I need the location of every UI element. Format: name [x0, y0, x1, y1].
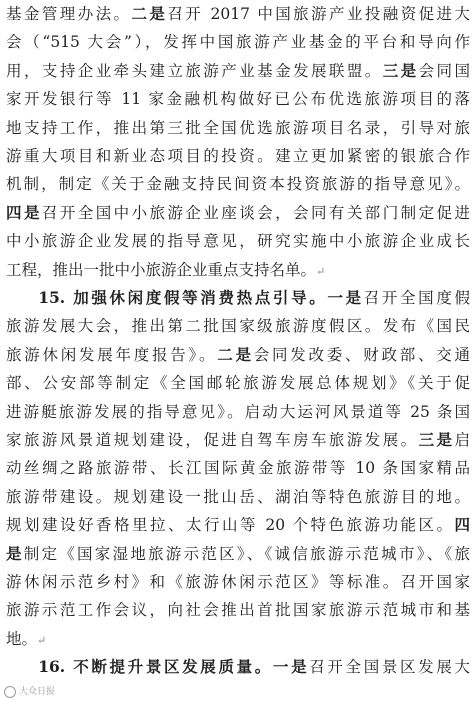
text-line [6, 170, 470, 198]
text-line [6, 28, 470, 56]
body-text: 进游艇旅游发展的指导意见》。启动大运河风景道等 25 条国 [6, 402, 470, 421]
watermark-logo-icon [4, 686, 16, 698]
body-text: 中小旅游企业发展的指导意见，研究实施中小旅游企业成长 [6, 232, 470, 251]
bold-text: 二是 [131, 4, 168, 23]
text-line [6, 227, 470, 255]
body-text: 游休闲示范乡村》和《旅游休闲示范区》等标准。召开国家 [6, 573, 470, 591]
body-text: 家开发银行等 11 家金融机构做好已公布优选旅游项目的落 [6, 90, 470, 109]
body-text: 机制，制定《关于金融支持民间资本投资旅游的指导意见》。 [6, 175, 470, 194]
body-text: 召开全国中小旅游企业座谈会，会同有关部门制定促进 [41, 203, 470, 222]
body-text: 部、公安部等制定《全国邮轮旅游发展总体规划》《关于促 [6, 374, 470, 393]
text-line [6, 653, 470, 681]
body-text: 旅游休闲发展年度报告》。 [6, 345, 218, 364]
bold-text: 四是 [6, 202, 42, 222]
text-line [6, 85, 470, 113]
text-line [6, 426, 470, 454]
text-line [6, 568, 470, 596]
text-line [6, 0, 470, 28]
body-text: 启 [454, 431, 470, 449]
bold-text: 三是 [382, 60, 419, 80]
body-text: 地。 [6, 629, 38, 648]
text-line [6, 199, 470, 227]
bold-text: 15. 加强休闲度假等消费热点引导。 [6, 288, 328, 307]
body-text: 规划建设好香格里拉、太行山等 20 个特色旅游功能区。 [6, 516, 455, 535]
body-text: 游重大项目和新业态项目的投资。建立更加紧密的银旅合作 [6, 147, 470, 165]
body-text: 旅游带建设。规划建设一批山岳、湖泊等特色旅游目的地。 [6, 487, 470, 506]
text-line [6, 483, 470, 511]
body-text: 召开全国度假 [363, 289, 470, 307]
body-text: 家旅游风景道规划建设，促进自驾车房车旅游发展。 [6, 431, 419, 449]
body-text: 会（“515 大会”），发挥中国旅游产业基金的平台和导向作 [6, 33, 470, 52]
body-text: 制定《国家湿地旅游示范区》、《诚信旅游示范城市》、《旅 [23, 544, 470, 563]
body-text: 地支持工作，推出第三批全国优选旅游项目名录，引导对旅 [6, 118, 470, 137]
paragraph-return-icon: ↵ [316, 264, 326, 278]
body-text: 召开全国景区发展大 [309, 658, 470, 677]
body-text: 动丝绸之路旅游带、长江国际黄金旅游带等 10 条国家精品 [6, 459, 470, 478]
watermark [4, 686, 55, 698]
text-line [6, 57, 470, 85]
text-line [6, 284, 470, 312]
body-text: 用，支持企业牵头建立旅游产业基金发展联盟。 [6, 61, 383, 80]
text-line [6, 596, 470, 624]
bold-text: 16. 不断提升景区发展质量。 [6, 657, 273, 677]
text-line [6, 142, 470, 170]
body-text: 工程，推出一批中小旅游企业重点支持名单。 [6, 260, 317, 279]
text-line [6, 398, 470, 426]
watermark-text: 大众日报 [19, 687, 56, 697]
text-line [6, 341, 470, 369]
body-text: 会同国 [418, 61, 470, 80]
body-text: 召开 2017 中国旅游产业投融资促进大 [167, 5, 470, 23]
text-line [6, 312, 470, 340]
text-line [6, 540, 470, 568]
bold-text: 四 [454, 515, 470, 535]
bold-text: 是 [6, 543, 24, 563]
body-text: 基金管理办法。 [6, 5, 132, 23]
paragraph-return-icon: ↵ [37, 633, 47, 647]
bold-text: 二是 [217, 344, 254, 364]
bold-text: 一是 [272, 657, 310, 677]
body-text: 旅游发展大会，推出第二批国家级旅游度假区。发布《国民 [6, 317, 470, 336]
text-line [6, 369, 470, 397]
body-text: 会同发改委、财政部、交通 [253, 345, 470, 364]
body-text: 旅游示范工作会议，向社会推出首批国家旅游示范城市和基 [6, 601, 470, 620]
bold-text: 三是 [418, 430, 455, 449]
text-line [6, 511, 470, 539]
text-line [6, 454, 470, 482]
bold-text: 一是 [327, 288, 364, 307]
text-line [6, 114, 470, 142]
text-line [6, 256, 470, 284]
text-line [6, 625, 470, 653]
